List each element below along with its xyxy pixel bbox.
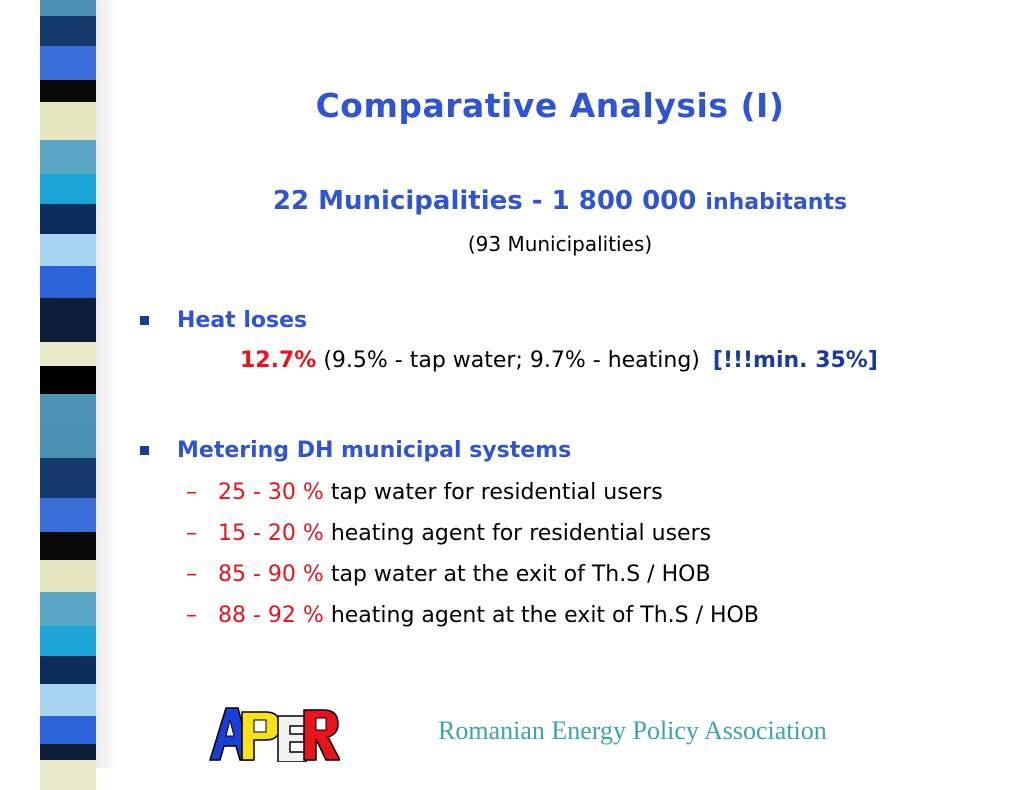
stripe-segment (40, 592, 96, 626)
stripe-segment (40, 656, 96, 684)
metering-range: 25 - 30 % (218, 480, 324, 505)
bullet-square-icon (140, 316, 149, 325)
metering-text: heating agent at the exit of Th.S / HOB (330, 603, 759, 628)
slide-subtitle (120, 186, 1000, 216)
list-item (186, 562, 711, 587)
footer-organization: Romanian Energy Policy Association (438, 716, 827, 745)
subtitle-count: 22 Municipalities - 1 800 000 (272, 186, 697, 216)
dash-icon: – (186, 562, 197, 587)
stripe-segment (40, 560, 96, 592)
stripe-segment (40, 498, 96, 532)
stripe-segment (40, 684, 96, 716)
stripe-segment (40, 366, 96, 394)
heat-loss-value: 12.7% (240, 348, 317, 373)
list-item (186, 521, 711, 546)
bullet-heat-label: Heat loses (177, 308, 308, 333)
bullet-square-icon (140, 446, 149, 455)
logo-letter-p (242, 712, 280, 760)
dash-icon: – (186, 480, 197, 505)
bullet-metering (140, 438, 571, 463)
bullet-heat-loses (140, 308, 307, 333)
stripe-segment (40, 140, 96, 174)
metering-range: 15 - 20 % (218, 521, 324, 546)
stripe-segment (40, 174, 96, 204)
stripe-segment (40, 204, 96, 234)
logo-letter-e (278, 716, 306, 762)
heat-loss-breakdown: (9.5% - tap water; 9.7% - heating) (323, 348, 700, 373)
stripe-segment (40, 46, 96, 80)
stripe-segment (40, 234, 96, 266)
stripe-segment (40, 298, 96, 342)
stripe-segment (40, 394, 96, 424)
stripe-segment (40, 0, 96, 16)
metering-range: 85 - 90 % (218, 562, 324, 587)
stripe-segment (40, 458, 96, 498)
dash-icon: – (186, 603, 197, 628)
stripe-segment (40, 626, 96, 656)
stripe-segment (40, 266, 96, 298)
stripe-segment (40, 532, 96, 560)
logo-letter-r (304, 710, 340, 760)
subtitle-unit: inhabitants (705, 190, 848, 215)
stripe-segment (40, 760, 96, 790)
aper-logo (208, 706, 340, 762)
stripe-segment (40, 424, 96, 458)
stripe-segment (40, 16, 96, 46)
stripe-segment (40, 716, 96, 744)
list-item (186, 603, 759, 628)
metering-text: tap water for residential users (330, 480, 663, 505)
heat-loses-detail (240, 348, 878, 373)
metering-text: heating agent for residential users (330, 521, 712, 546)
stripe-segment (40, 342, 96, 366)
dash-icon: – (186, 521, 197, 546)
list-item (186, 480, 663, 505)
metering-range: 88 - 92 % (218, 603, 324, 628)
bullet-metering-label: Metering DH municipal systems (177, 438, 572, 463)
municipalities-note: (93 Municipalities) (467, 232, 653, 256)
metering-text: tap water at the exit of Th.S / HOB (330, 562, 711, 587)
heat-loss-target: [!!!min. 35%] (712, 348, 878, 373)
stripe-segment (40, 744, 96, 760)
slide-title: Comparative Analysis (I) (315, 86, 785, 125)
